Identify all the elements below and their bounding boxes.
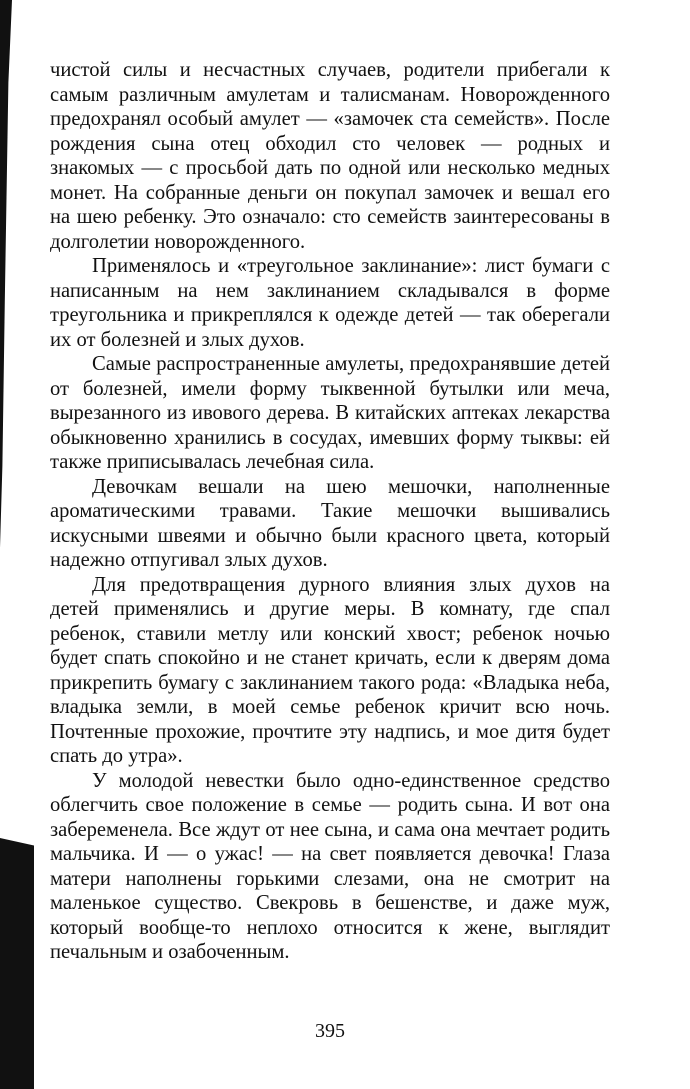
scan-edge-shadow-top (0, 0, 12, 548)
page-body-text (50, 58, 610, 965)
paragraph-3: Самые распространенные амулеты, предохранявшие детей от болезней, имели форму тыквенной бутылки или меча, вырезанного из ивового дерева. В китайских аптеках лекарства обыкновенно хранились в сосудах, имевших форму тыквы: ей также приписывалась лечебная сила. (50, 353, 610, 473)
paragraph-4: Девочкам вешали на шею мешочки, наполненные ароматическими травами. Такие мешочки вышивались искусными швеями и обычно были красного цвета, который надежно отпугивал злых духов. (50, 475, 610, 571)
paragraph-5: Для предотвращения дурного влияния злых духов на детей применялись и другие меры. В комнату, где спал ребенок, ставили метлу или конский хвост; ребенок ночью будет спать спокойно и не станет кричать, если к дверям дома прикрепить бумагу с заклинанием такого рода: «Владыка неба, владыка земли, в моей семье ребенок кричит всю ночь. Почтенные прохожие, прочтите эту надпись, и мое дитя будет спать до утра». (50, 573, 610, 767)
paragraph-1: чистой силы и несчастных случаев, родители прибегали к самым различным амулетам и талисманам. Новорожденного предохранял особый амулет — «замочек ста семейств». После рождения сына отец обходил сто человек — родных и знакомых — с просьбой дать по одной или несколько медных монет. На собранные деньги он покупал замочек и вешал его на шею ребенку. Это означало: сто семейств заинтересованы в долголетии новорожденного. (50, 59, 610, 253)
page-number: 395 (315, 1020, 345, 1042)
paragraph-2: Применялось и «треугольное заклинание»: лист бумаги с написанным на нем заклинанием складывался в форме треугольника и прикреплялся к одежде детей — так оберегали их от болезней и злых духов. (50, 255, 610, 351)
scan-edge-shadow-bottom (0, 838, 34, 1089)
paragraph-6: У молодой невестки было одно-единственное средство облегчить свое положение в семье — родить сына. И вот она забеременела. Все ждут от нее сына, и сама она мечтает родить мальчика. И — о ужас! — на свет появляется девочка! Глаза матери наполнены горькими слезами, она не смотрит на маленькое существо. Свекровь в бешенстве, и даже муж, который вообще-то неплохо относится к жене, выглядит печальным и озабоченным. (50, 769, 610, 963)
